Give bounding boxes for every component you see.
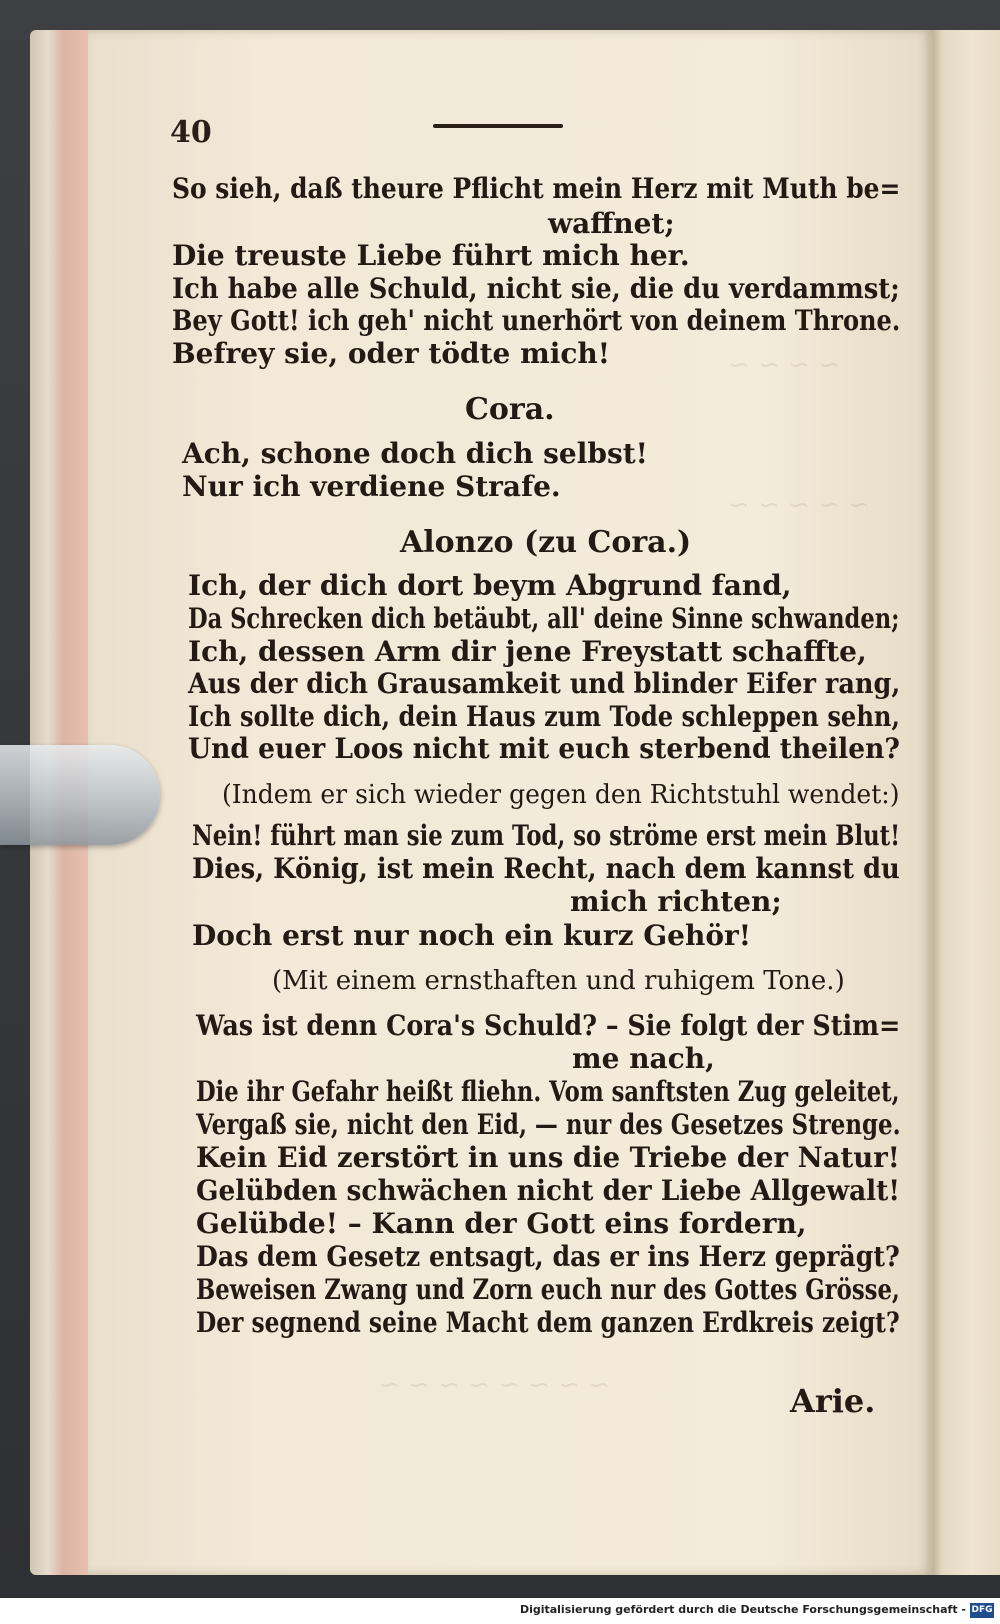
funding-credit: Digitalisierung gefördert durch die Deutsche Forschungsgemeinschaft - [519,1603,966,1616]
text-line: Ich, dessen Arm dir jene Freystatt schaffte, [188,635,867,668]
page-number: 40 [170,115,212,150]
bleed-through: ~ ~ ~ ~ ~ [728,490,870,520]
text-line: Was ist denn Cora's Schuld? – Sie folgt der Stim= [196,1009,901,1042]
text-line: Befrey sie, oder tödte mich! [172,337,611,370]
text-line: Doch erst nur noch ein kurz Gehör! [192,919,752,952]
text-line: Und euer Loos nicht mit euch sterbend theilen? [188,732,900,765]
text-line: Der segnend seine Macht dem ganzen Erdkreis zeigt? [196,1306,900,1339]
stage-direction: (Indem er sich wieder gegen den Richtstuhl wendet:) [222,780,900,810]
book-edge-right [930,30,1000,1575]
text-line: Ich sollte dich, dein Haus zum Tode schleppen sehn, [188,700,900,733]
text-line: Ich habe alle Schuld, nicht sie, die du verdammst; [172,272,900,305]
text-line: mich richten; [570,885,782,918]
text-line: Ich, der dich dort beym Abgrund fand, [188,569,792,602]
text-line: Aus der dich Grausamkeit und blinder Eifer rang, [188,667,901,700]
text-line: Bey Gott! ich geh' nicht unerhört von deinem Throne. [172,304,901,337]
text-line: Gelübden schwächen nicht der Liebe Allgewalt! [196,1174,900,1207]
text-line: Gelübde! – Kann der Gott eins fordern, [196,1207,807,1240]
text-line: Die treuste Liebe führt mich her. [172,239,690,272]
bleed-through: ~ ~ ~ ~ ~ ~ ~ ~ [378,1370,611,1400]
dfg-logo: DFG [970,1603,994,1618]
catchword: Arie. [790,1382,876,1420]
text-line: Das dem Gesetz entsagt, das er ins Herz geprägt? [196,1240,900,1273]
glass-page-holder [0,745,160,845]
text-line: Da Schrecken dich betäubt, all' deine Sinne schwanden; [188,602,900,635]
stage-direction: (Mit einem ernsthaften und ruhigem Tone.) [272,966,845,996]
text-line: Ach, schone doch dich selbst! [182,437,648,470]
text-line: Nein! führt man sie zum Tod, so ströme erst mein Blut! [192,819,901,852]
header-rule [433,124,563,128]
text-line: waffnet; [548,207,675,240]
bleed-through: ~ ~ ~ ~ [728,350,840,380]
footer-bar [0,1598,1000,1624]
text-line: me nach, [572,1042,715,1075]
text-line: Nur ich verdiene Strafe. [182,470,561,503]
speaker-name: Cora. [465,392,555,427]
text-line: Kein Eid zerstört in uns die Triebe der Natur! [196,1141,900,1174]
text-line: Vergaß sie, nicht den Eid, — nur des Gesetzes Strenge. [196,1108,901,1141]
speaker-name: Alonzo (zu Cora.) [400,525,692,560]
text-line: So sieh, daß theure Pflicht mein Herz mit Muth be= [172,172,901,205]
text-line: Dies, König, ist mein Recht, nach dem kannst du [192,852,900,885]
text-line: Beweisen Zwang und Zorn euch nur des Gottes Grösse, [196,1273,900,1306]
text-line: Die ihr Gefahr heißt fliehn. Vom sanftsten Zug geleitet, [196,1075,900,1108]
